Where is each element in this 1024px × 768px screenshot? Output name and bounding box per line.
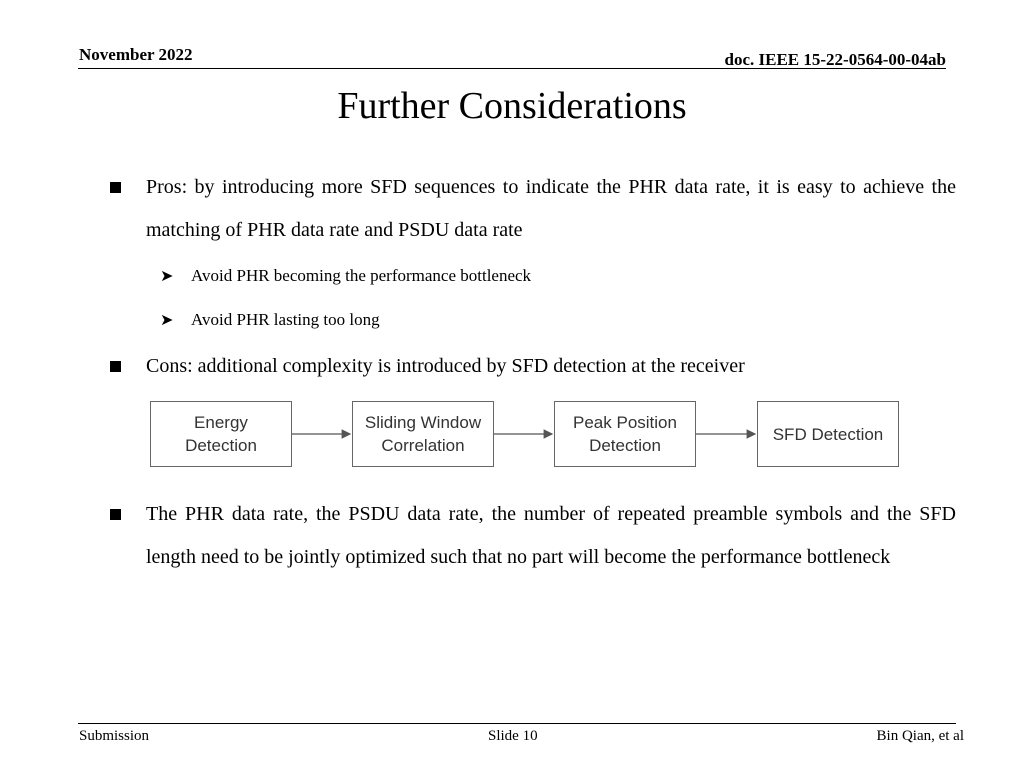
square-bullet-icon <box>110 361 121 372</box>
footer-author: Bin Qian, et al <box>876 728 964 744</box>
cons-text: Cons: additional complexity is introduced by SFD detection at the receiver <box>146 355 745 377</box>
slide-title: Further Considerations <box>337 85 687 127</box>
square-bullet-icon <box>110 509 121 520</box>
box-line: Sliding Window <box>364 413 482 432</box>
arrow-bullet-icon: ➤ <box>160 312 174 329</box>
joint-optimization-text: The PHR data rate, the PSDU data rate, the number of repeated preamble symbols and the SFD length need to be jointly optimized such that no part will become the performance bottleneck <box>146 503 956 568</box>
box-line: SFD Detection <box>772 424 884 444</box>
box-line: Correlation <box>381 436 465 455</box>
pros-sub-item-1: Avoid PHR becoming the performance bottleneck <box>191 266 532 285</box>
diagram-box-sfd-detection <box>757 401 899 467</box>
header-date: November 2022 <box>79 45 193 64</box>
diagram-box-sliding-window <box>352 401 494 467</box>
pros-text: Pros: by introducing more SFD sequences to indicate the PHR data rate, it is easy to achieve the matching of PHR data rate and PSDU data rate <box>146 176 956 241</box>
footer-divider <box>78 723 956 724</box>
square-bullet-icon <box>110 182 121 193</box>
footer-submission: Submission <box>79 728 150 744</box>
box-line: Peak Position <box>573 413 677 432</box>
box-line: Energy <box>194 413 248 432</box>
diagram-box-energy-detection <box>150 401 292 467</box>
pros-sub-item-2: Avoid PHR lasting too long <box>191 310 380 329</box>
header-doc-id: doc. IEEE 15-22-0564-00-04ab <box>724 50 946 69</box>
box-line: Detection <box>589 436 661 455</box>
arrow-bullet-icon: ➤ <box>160 268 174 285</box>
diagram-box-peak-position <box>554 401 696 467</box>
footer-slide-number: Slide 10 <box>488 728 538 744</box>
header-divider <box>78 68 946 69</box>
box-line: Detection <box>185 436 257 455</box>
